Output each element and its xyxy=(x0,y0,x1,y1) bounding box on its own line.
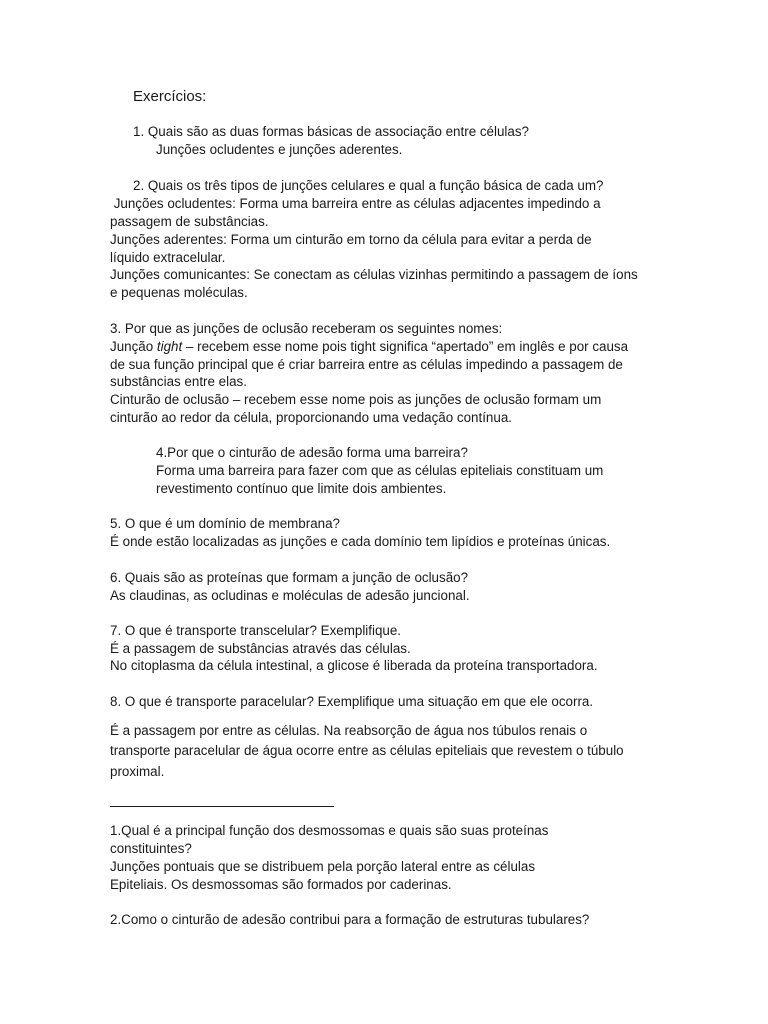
answer-6: As claudinas, as ocludinas e moléculas de adesão juncional. xyxy=(110,588,470,603)
question-7: 7. O que é transporte transcelular? Exemplifique. xyxy=(110,623,402,638)
answer-3-line xyxy=(110,338,628,356)
part2-answer-1-line: Junções pontuais que se distribuem pela porção lateral entre as células xyxy=(110,859,536,874)
answer-2-line: e pequenas moléculas. xyxy=(110,285,248,300)
question-5: 5. O que é um domínio de membrana? xyxy=(110,516,341,531)
answer-4-line: Forma uma barreira para fazer com que as células epiteliais constituam um xyxy=(156,463,604,478)
section-divider xyxy=(110,806,334,807)
answer-3-line: Cinturão de oclusão – recebem esse nome pois as junções de oclusão formam um xyxy=(110,392,602,407)
answer-3-line: de sua função principal que é criar barreira entre as células impedindo a passagem de xyxy=(110,357,623,372)
answer-2-line: Junções aderentes: Forma um cinturão em torno da célula para evitar a perda de xyxy=(110,232,592,247)
answer-2-line: passagem de substâncias. xyxy=(110,214,269,229)
part2-answer-1-line: Epiteliais. Os desmossomas são formados por caderinas. xyxy=(110,877,452,892)
document-title: Exercícios: xyxy=(133,88,207,105)
answer-8-line: transporte paracelular de água ocorre entre as células epiteliais que revestem o túbulo xyxy=(110,743,624,758)
answer-8-line: proximal. xyxy=(110,764,165,779)
answer-8-line: É a passagem por entre as células. Na reabsorção de água nos túbulos renais o xyxy=(110,723,588,738)
answer-3-prefix: Junção xyxy=(110,339,157,354)
question-6: 6. Quais são as proteínas que formam a junção de oclusão? xyxy=(110,570,469,585)
answer-3-line: cinturão ao redor da célula, proporcionando uma vedação contínua. xyxy=(110,410,512,425)
part2-question-1: constituintes? xyxy=(110,841,192,856)
answer-3-line: substâncias entre elas. xyxy=(110,374,247,389)
answer-2-line: Junções comunicantes: Se conectam as células vizinhas permitindo a passagem de íons xyxy=(110,267,638,282)
answer-2-line: líquido extracelular. xyxy=(110,250,226,265)
part2-question-1: 1.Qual é a principal função dos desmossomas e quais são suas proteínas xyxy=(110,823,549,838)
answer-1: Junções ocludentes e junções aderentes. xyxy=(156,142,403,157)
answer-4-line: revestimento contínuo que limite dois ambientes. xyxy=(156,481,447,496)
question-4: 4.Por que o cinturão de adesão forma uma barreira? xyxy=(156,445,468,460)
part2-question-2: 2.Como o cinturão de adesão contribui para a formação de estruturas tubulares? xyxy=(110,912,590,927)
question-1: 1. Quais são as duas formas básicas de associação entre células? xyxy=(133,124,529,139)
answer-5: É onde estão localizadas as junções e cada domínio tem lipídios e proteínas únicas. xyxy=(110,534,611,549)
answer-2-line: Junções ocludentes: Forma uma barreira entre as células adjacentes impedindo a xyxy=(110,196,601,211)
answer-3-suffix: – recebem esse nome pois tight significa “apertado” em inglês e por causa xyxy=(182,339,629,354)
answer-3-italic-term: tight xyxy=(156,339,183,354)
question-3: 3. Por que as junções de oclusão receberam os seguintes nomes: xyxy=(110,321,503,336)
answer-7-line: No citoplasma da célula intestinal, a glicose é liberada da proteína transportadora. xyxy=(110,658,598,673)
question-2: 2. Quais os três tipos de junções celulares e qual a função básica de cada um? xyxy=(133,178,604,193)
answer-7-line: É a passagem de substâncias através das células. xyxy=(110,641,411,656)
question-8: 8. O que é transporte paracelular? Exemplifique uma situação em que ele ocorra. xyxy=(110,694,594,709)
